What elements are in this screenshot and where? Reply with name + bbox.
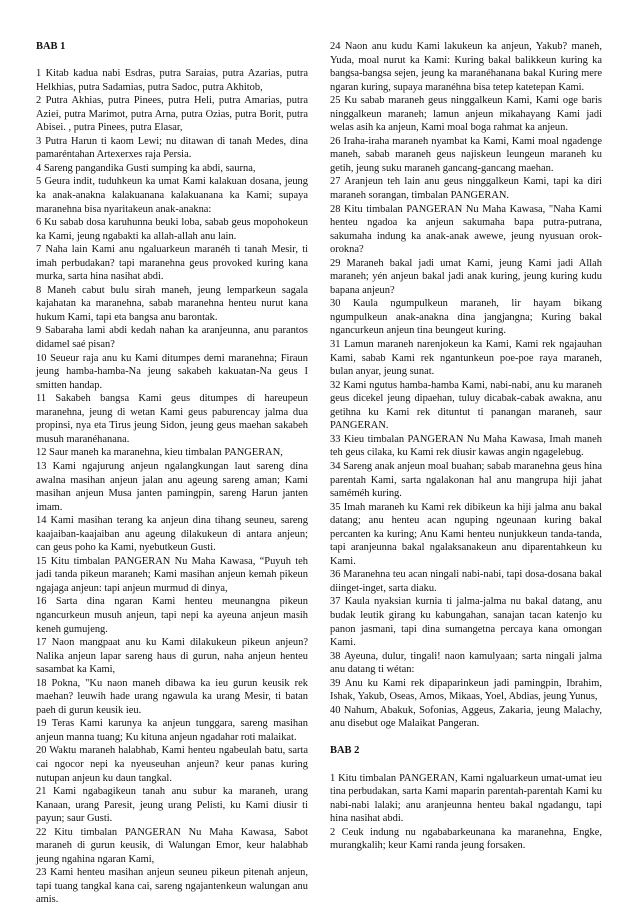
verse: 1 Kitab kadua nabi Esdras, putra Saraias, putra Azarias, putra Helkhias, putra Sadamias, putra Sadoc, putra Akhitob, <box>36 68 308 93</box>
right-column <box>330 40 602 902</box>
verse: 14 Kami masihan terang ka anjeun dina tihang seuneu, sareng kaajaiban-kaajaiban anu ageung dilakukeun di antara anjeun; can geus poho ka Kami, nyebutkeun Gusti. <box>36 515 308 554</box>
verse: 18 Pokna, "Ku naon maneh dibawa ka ieu gurun keusik rek maehan? leuwih hade urang ngawula ka urang Mesir, ti batan paeh di gurun keusik ieu. <box>36 677 308 716</box>
verse: 1 Kitu timbalan PANGERAN, Kami ngaluarkeun umat-umat ieu tina perbudakan, sarta Kami maparin parentah-parentah Kami ku nabi-nabi lalaki; anu aranjeunna henteu bakal ngadangu, tapi hina nasihat abdi. <box>330 772 602 825</box>
verse: 3 Putra Harun ti kaom Lewi; nu ditawan di tanah Medes, dina pamaréntahan Artexerxes raja Persia. <box>36 135 308 161</box>
verse: 4 Sareng pangandika Gusti sumping ka abdi, saurna, <box>36 162 256 174</box>
verse: 2 Ceuk indung nu ngababarkeunana ka maranehna, Engke, murangkalih; keur Kami randa jeung forsaken. <box>330 826 602 852</box>
verse: 29 Maraneh bakal jadi umat Kami, jeung Kami jadi Allah maraneh; yén anjeun bakal jadi anak kuring, jeung kuring kudu bapana anjeun? <box>330 257 602 296</box>
verse: 13 Kami ngajurung anjeun ngalangkungan laut sareng dina awalna masihan anjeun jalan anu ageung sareng aman; Kami masihan anjeun Musa janten pamingpin, sareng Harun janten imam. <box>36 460 308 513</box>
left-column <box>36 40 308 906</box>
verse: 12 Saur maneh ka maranehna, kieu timbalan PANGERAN, <box>36 447 283 459</box>
verse: 10 Seueur raja anu ku Kami ditumpes demi maranehna; Firaun jeung hamba-hamba-Na jeung sakabeh kakuatan-Na geus I smitten handap. <box>36 352 308 391</box>
verse: 2 Putra Akhias, putra Pinees, putra Heli, putra Amarias, putra Aziei, putra Marimot, putra Arna, putra Ozias, putra Borit, putra Abisei. , putra Pinees, putra Elasar, <box>36 95 308 134</box>
verse: 32 Kami ngutus hamba-hamba Kami, nabi-nabi, anu ku maraneh geus dicekel jeung dipaehan, tuluy dicabak-cabak awakna, anu getihna ku Kami rek dituntut ti panangan maraneh, saur PANGERAN. <box>330 379 602 432</box>
verse: 17 Naon mangpaat anu ku Kami dilakukeun pikeun anjeun? Nalika anjeun lapar sareng haus di gurun, naha anjeun henteu sasambat ka Kami, <box>36 637 308 676</box>
verse: 9 Sabaraha lami abdi kedah nahan ka aranjeunna, anu parantos didamel saé pisan? <box>36 325 308 351</box>
verse: 20 Waktu maraneh halabhab, Kami henteu ngabeulah batu, sarta cai ngocor nepi ka nyeuseuhan anjeun? keur panas kuring nutupan anjeun ku daun tangkal. <box>36 745 308 784</box>
chapter-heading-2: BAB 2 <box>330 745 360 757</box>
verse: 5 Geura indit, tuduhkeun ka umat Kami kalakuan dosana, jeung ka anak-anakna kalakuanana kalakuanana ka Kami; supaya maranehna bisa nyaritakeun anak-anakna: <box>36 176 308 215</box>
verse: 21 Kami ngabagikeun tanah anu subur ka maraneh, urang Kanaan, urang Paresit, jeung urang Pelisti, ku Kami diusir ti payun; saur Gusti. <box>36 786 308 825</box>
verse: 37 Kaula nyaksian kurnia ti jalma-jalma nu bakal datang, anu budak leutik girang ku kabungahan, sanajan tacan katenjo ku panon jasmani, tapi dina sumangetna percaya kana omongan Kami. <box>330 596 602 649</box>
verse: 15 Kitu timbalan PANGERAN Nu Maha Kawasa, “Puyuh teh jadi tanda pikeun maraneh; Kami masihan anjeun kemah pikeun ngajaga anjeun: tapi anjeun murmud di dinya, <box>36 555 308 594</box>
verse: 19 Teras Kami karunya ka anjeun tunggara, sareng masihan anjeun manna tuang; Ku kituna anjeun ngadahar roti malaikat. <box>36 718 308 743</box>
verse: 22 Kitu timbalan PANGERAN Nu Maha Kawasa, Sabot maraneh di gurun keusik, di Walungan Emor, keur halabhab jeung ngahina ngaran Kami, <box>36 826 308 865</box>
verse: 28 Kitu timbalan PANGERAN Nu Maha Kawasa, "Naha Kami henteu ngadoa ka anjeun sakumaha bapa putra-putrana, sakumaha indung ka anak-anak awewe, jeung nyusuan orok-orokna? <box>330 203 602 256</box>
verse: 35 Imah maraneh ku Kami rek dibikeun ka hiji jalma anu bakal datang; anu henteu acan nguping ngeunaan kuring bakal percanten ka kuring; Anu Kami henteu nunjukkeun tanda-tanda, tapi aranjeunna bakal ngalaksanakeun anu diparentahkeun ku Kami. <box>330 501 602 567</box>
verse: 24 Naon anu kudu Kami lakukeun ka anjeun, Yakub? maneh, Yuda, moal nurut ka Kami: Kuring bakal balikkeun kuring ka bangsa-bangsa sejen, jeung ka maranéhanana bakal Kuring mere ngaran kuring, supaya maranéhna bisa tetep katetepan Kami. <box>330 41 602 93</box>
verse: 31 Lamun maraneh narenjokeun ka Kami, Kami rek ngajauhan Kami, sabab Kami rek ngantunkeun poe-poe raya maraneh, bulan anyar, jeung sunat. <box>330 339 602 378</box>
verse: 38 Ayeuna, dulur, tingali! naon kamulyaan; sarta ningali jalma anu datang ti wétan: <box>330 650 602 676</box>
verse: 36 Maranehna teu acan ningali nabi-nabi, tapi dosa-dosana bakal diinget-inget, sarta diaku. <box>330 569 602 594</box>
verse: 26 Iraha-iraha maraneh nyambat ka Kami, Kami moal ngadenge maneh, sabab maraneh geus najiskeun leungeun maraneh ku getih, jeung suku maraneh gancang-gancang maehan. <box>330 135 602 174</box>
verse: 30 Kaula ngumpulkeun maraneh, lir hayam bikang ngumpulkeun anak-anakna dina jangjangna; Kuring bakal ngancurkeun anjeun tina beungeut kuring. <box>330 298 602 337</box>
chapter-heading-1: BAB 1 <box>36 41 66 52</box>
verse: 39 Anu ku Kami rek dipaparinkeun jadi pamingpin, Ibrahim, Ishak, Yakub, Oseas, Amos, Mikaas, Yoel, Abdias, jeung Yunus, <box>330 677 602 703</box>
verse: 27 Aranjeun teh lain anu geus ninggalkeun Kami, tapi ka diri maraneh sorangan, timbalan PANGERAN. <box>330 176 602 202</box>
verse: 33 Kieu timbalan PANGERAN Nu Maha Kawasa, Imah maneh teh geus cilaka, ku Kami rek diusir kawas angin ngagelebug. <box>330 433 602 459</box>
verse: 23 Kami henteu masihan anjeun seuneu pikeun pitenah anjeun, tapi tuang tangkal kana cai, sareng ngajantenkeun walungan anu amis. <box>36 867 308 906</box>
verse: 6 Ku sabab dosa karuhunna beuki loba, sabab geus mopohokeun ka Kami, jeung ngabakti ka allah-allah anu lain. <box>36 217 308 242</box>
verse: 25 Ku sabab maraneh geus ninggalkeun Kami, Kami oge baris ninggalkeun maraneh; lamun anjeun mikahayang Kami jadi welas asih ka anjeun, Kami moal boga rahmat ka anjeun. <box>330 95 602 134</box>
verse: 11 Sakabeh bangsa Kami geus ditumpes di hareupeun maranehna, jeung di wetan Kami geus paburencay jalma dua propinsi, nya eta Tirus jeung Sidon, jeung geus maehan sakabeh musuh maranéhanana. <box>36 393 308 445</box>
verse: 7 Naha lain Kami anu ngaluarkeun maranéh ti tanah Mesir, ti imah perbudakan? tapi maranehna geus provoked kuring kana murka, sarta hina nasihat abdi. <box>36 244 308 283</box>
verse: 40 Nahum, Abakuk, Sofonias, Aggeus, Zakaria, jeung Malachy, anu disebut oge Malaikat Pangeran. <box>330 704 602 730</box>
verse: 8 Maneh cabut bulu sirah maneh, jeung lemparkeun sagala kajahatan ka maranehna, sabab maranehna henteu nurut kana hukum Kami, tapi eta bangsa anu barontak. <box>36 284 308 323</box>
verse: 16 Sarta dina ngaran Kami henteu meunangna pikeun ngancurkeun musuh anjeun, tapi nepi ka ayeuna anjeun masih keneh gumujeng. <box>36 596 308 635</box>
verse: 34 Sareng anak anjeun moal buahan; sabab maranehna geus hina parentah Kami, sarta ngalakonan hal anu mangrupa hiji jahat saméméh kuring. <box>330 460 602 500</box>
